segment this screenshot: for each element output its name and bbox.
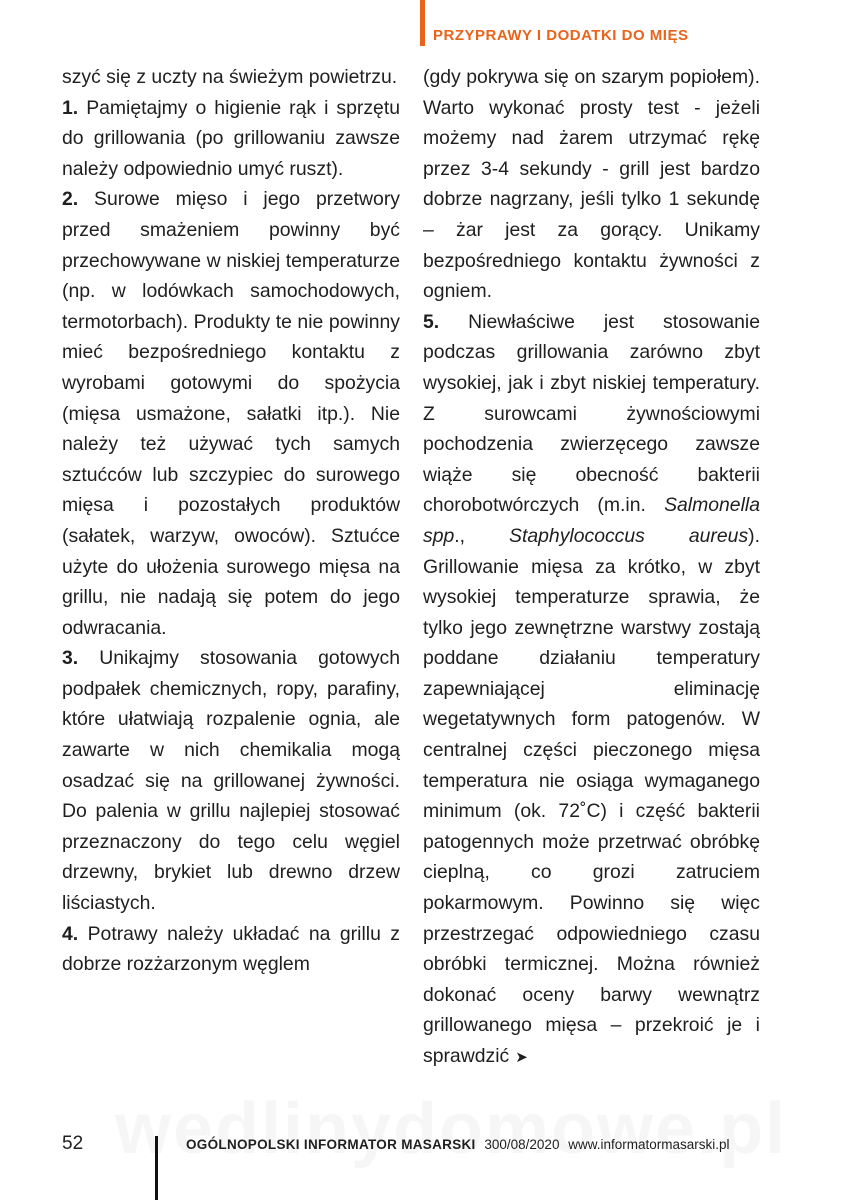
- section-title: PRZYPRAWY I DODATKI DO MIĘS: [433, 27, 689, 44]
- item-text: Pamiętajmy o higienie rąk i sprzętu do grillowania (po grillowaniu zawsze należy odpowiednio umyć ruszt).: [62, 96, 400, 180]
- item-number: 2.: [62, 188, 79, 211]
- issue-number: 300/08/2020: [484, 1137, 560, 1152]
- item-text: ). Grillowanie mięsa za krótko, w zbyt wysokiej temperaturze sprawia, że tylko jego zewnętrzne warstwy zostają poddane działaniu temperatury zapewniającej eliminację wegetatywnych form patogenów. W centralnej części pieczonego mięsa temperatura nie osiąga wymaganego minimum (ok. 72˚C) i część bakterii patogennych może przetrwać obróbkę cieplną, co grozi zatruciem pokarmowym. Powinno się więc przestrzegać odpowiedniego czasu obróbki termicznej. Można również dokonać oceny barwy wewnątrz grillowanego mięsa – przekroić je i sprawdzić: [423, 524, 760, 1067]
- publication-title: OGÓLNOPOLSKI INFORMATOR MASARSKI: [186, 1137, 476, 1152]
- item-text: Niewłaściwe jest stosowanie podczas grillowania zarówno zbyt wysokiej, jak i zbyt niskiej temperatury. Z surowcami żywnościowymi pochodzenia zwierzęcego zawsze wiąże się obecność bakterii chorobotwórczych (m.in.: [423, 310, 761, 517]
- list-item-1: [62, 93, 400, 185]
- list-item-5: [423, 307, 760, 1074]
- article-column-right: [423, 62, 760, 1074]
- item-text: Unikajmy stosowania gotowych podpałek chemicznych, ropy, parafiny, które ułatwiają rozpalenie ognia, ale zawarte w nich chemikalia mogą osadzać się na grillowanej żywności. Do palenia w grillu najlepiej stosować przeznaczony do tego celu węgiel drzewny, brykiet lub drewno drzew liściastych.: [62, 647, 401, 915]
- item-number: 4.: [62, 922, 79, 945]
- article-column-left: [62, 62, 400, 980]
- item-text: .,: [454, 524, 466, 547]
- list-item-4-continued: (gdy pokrywa się on szarym popiołem). Warto wykonać prosty test - jeżeli możemy nad żarem utrzymać rękę przez 3-4 sekundy - grill jest bardzo dobrze nagrzany, jeśli tylko 1 sekundę – żar jest za gorący. Unikamy bezpośredniego kontaktu żywności z ogniem.: [423, 66, 760, 303]
- footer-divider: [155, 1136, 158, 1200]
- item-number: 1.: [62, 96, 79, 119]
- list-item-4: [62, 919, 400, 980]
- footer: [186, 1137, 730, 1152]
- section-accent-bar: [420, 0, 425, 46]
- item-text: Surowe mięso i jego przetwory przed smażeniem powinny być przechowywane w niskiej temperaturze (np. w lodówkach samochodowych, termotorbach). Produkty te nie powinny mieć bezpośredniego kontaktu z wyrobami gotowymi do spożycia (mięsa usmażone, sałatki itp.). Nie należy też używać tych samych sztućców lub szczypiec do surowego mięsa i pozostałych produktów (sałatek, warzyw, owoców). Sztućce użyte do ułożenia surowego mięsa na grillu, nie nadają się potem do jego odwracania.: [62, 188, 400, 639]
- list-item-3: [62, 643, 400, 918]
- publication-url: www.informatormasarski.pl: [568, 1137, 730, 1152]
- list-item-2: [62, 184, 400, 643]
- species-name-staphylococcus: Staphylococcus aureus: [509, 524, 749, 547]
- page-number: 52: [62, 1133, 84, 1154]
- item-number: 3.: [62, 647, 79, 670]
- continue-arrow-icon: ➤: [515, 1049, 528, 1066]
- watermark: [115, 1088, 787, 1170]
- paragraph-intro: szyć się z uczty na świeżym powietrzu.: [62, 66, 398, 88]
- item-text: Potrawy należy układać na grillu z dobrze rozżarzonym węglem: [62, 922, 400, 976]
- item-number: 5.: [423, 310, 440, 333]
- species-name-salmonella: Salmonella spp: [423, 494, 760, 547]
